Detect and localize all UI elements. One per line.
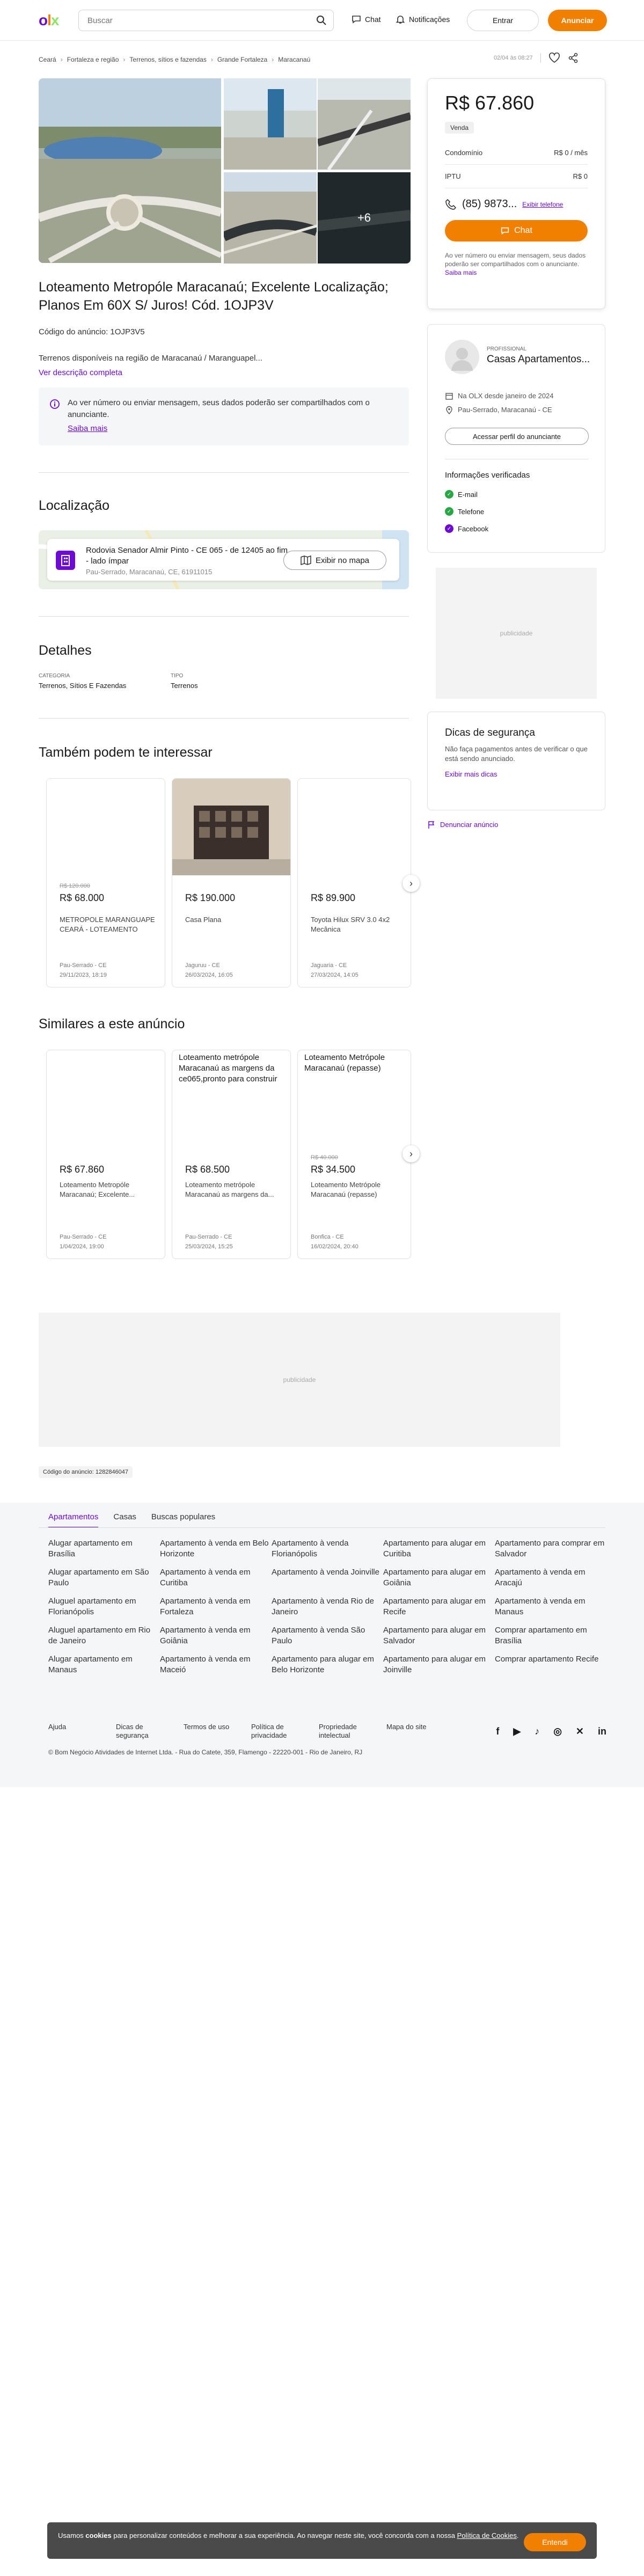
listing-name: Loteamento metrópole Maracanaú as margens da... (185, 1181, 274, 1198)
listing-image (47, 1050, 165, 1147)
building-icon (56, 551, 75, 570)
footer-bottom-link[interactable]: Mapa do site (386, 1723, 427, 1731)
advertisement-banner[interactable]: publicidade (39, 1313, 560, 1447)
cookie-policy-link[interactable]: Política de Cookies (457, 2531, 517, 2540)
related-card[interactable] (172, 778, 291, 987)
address-line: Rodovia Senador Almir Pinto - CE 065 - de 12405 ao fim - lado ímpar (86, 546, 288, 566)
location-pin-icon (445, 405, 453, 414)
gallery-thumbnail[interactable] (318, 172, 411, 264)
breadcrumb-item[interactable]: Grande Fortaleza (217, 56, 268, 63)
breadcrumb-item[interactable]: Fortaleza e região (67, 56, 119, 63)
seller-location: Pau-Serrado, Maracanaú - CE (445, 405, 552, 414)
address-card (47, 539, 399, 581)
listing-price: R$ 190.000 (185, 892, 236, 903)
footer-bottom-link[interactable]: Ajuda (48, 1723, 67, 1731)
similar-card[interactable] (172, 1050, 291, 1259)
related-card[interactable] (297, 778, 411, 987)
carousel-next-button[interactable] (402, 875, 420, 892)
listing-date: 1/04/2024, 19:00 (60, 1243, 104, 1250)
olx-logo[interactable]: olx (39, 12, 59, 28)
listing-name: Loteamento Metrópole Maracanaú (repasse) (311, 1181, 381, 1198)
footer-link[interactable]: Aluguel apartamento em Rio de Janeiro (48, 1626, 151, 1645)
footer-bottom-links (48, 1723, 436, 1740)
footer-link[interactable]: Comprar apartamento Recife (495, 1655, 599, 1664)
footer-link[interactable]: Comprar apartamento em Brasília (495, 1626, 587, 1645)
footer-bottom-link[interactable]: Política de privacidade (251, 1723, 287, 1739)
chat-button[interactable]: Chat (445, 220, 588, 241)
listing-place: Pau-Serrado - CE (185, 1234, 232, 1240)
card-title: Loteamento metrópole Maracanaú as margens da ce065,pronto para construir (179, 1053, 277, 1084)
gallery-thumbnail[interactable] (224, 78, 317, 170)
notifications-link[interactable]: Notificações (395, 14, 450, 25)
ad-code: Código do anúncio: 1OJP3V5 (39, 327, 145, 336)
chevron-right-icon: › (409, 877, 413, 889)
footer-link-grid (48, 1538, 606, 1675)
tiktok-icon[interactable]: ♪ (535, 1725, 540, 1737)
footer-link[interactable]: Apartamento à venda São Paulo (272, 1626, 365, 1645)
map-icon (301, 555, 311, 565)
header (0, 0, 644, 41)
chevron-right-icon: › (60, 56, 63, 63)
breadcrumb (39, 56, 310, 63)
instagram-icon[interactable]: ◎ (553, 1725, 562, 1737)
footer-link[interactable]: Apartamento para alugar em Joinville (383, 1655, 486, 1674)
photo-gallery (39, 78, 410, 263)
cookie-text: Usamos cookies para personalizar conteúdos e melhorar a sua experiência. Ao navegar neste site, você concorda com a nossa Política de Cookies. (58, 2531, 519, 2540)
card-title: Loteamento Metrópole Maracanaú (repasse) (304, 1053, 385, 1073)
listing-price: R$ 68.000 (60, 892, 105, 903)
category-value[interactable]: Terrenos, Sítios E Fazendas (39, 682, 127, 690)
old-price: R$ 120.000 (60, 883, 90, 889)
show-map-button[interactable]: Exibir no mapa (283, 551, 386, 570)
footer-link[interactable]: Apartamento à venda Florianópolis (272, 1539, 349, 1558)
divider (39, 472, 409, 473)
listing-price: R$ 89.900 (311, 892, 356, 903)
verified-phone: ✓ Telefone (445, 507, 484, 516)
login-button[interactable]: Entrar (467, 10, 539, 31)
safety-title: Dicas de segurança (445, 727, 535, 738)
divider (39, 1527, 605, 1528)
tab-apartamentos[interactable]: Apartamentos (48, 1512, 98, 1528)
footer-link[interactable]: Alugar apartamento em São Paulo (48, 1568, 149, 1587)
location-heading: Localização (39, 498, 110, 513)
breadcrumb-item[interactable]: Ceará (39, 56, 56, 63)
phone-row (445, 198, 588, 210)
footer-link[interactable]: Alugar apartamento em Brasília (48, 1539, 133, 1558)
posted-date: 02/04 às 08:27 (494, 55, 533, 61)
similar-card[interactable] (46, 1050, 165, 1259)
iptu-row: IPTU R$ 0 (445, 165, 588, 188)
professional-tag: PROFISSIONAL (487, 346, 526, 352)
youtube-icon[interactable]: ▶ (513, 1725, 521, 1737)
footer-bottom (48, 1723, 606, 1740)
listing-name: Loteamento Metropóle Maracanaú; Excelente... (60, 1181, 135, 1198)
social-links (496, 1726, 606, 1737)
footer-link[interactable]: Apartamento para alugar em Salvador (383, 1626, 486, 1645)
footer-link[interactable]: Apartamento à venda em Fortaleza (160, 1597, 251, 1616)
footer-link[interactable]: Aluguel apartamento em Florianópolis (48, 1597, 136, 1616)
category-label: CATEGORIA (39, 673, 70, 679)
listing-price: R$ 34.500 (311, 1164, 356, 1175)
copyright: © Bom Negócio Atividades de Internet Ltda. - Rua do Catete, 359, Flamengo - 22220-001 - Rio de Janeiro, RJ (48, 1748, 363, 1756)
data-sharing-warning (39, 387, 409, 445)
member-since: Na OLX desde janeiro de 2024 (445, 391, 554, 400)
listing-image (47, 779, 165, 875)
search-icon[interactable] (316, 15, 327, 26)
chevron-right-icon: › (409, 1148, 413, 1159)
seller-box (427, 324, 605, 553)
related-card[interactable] (46, 778, 165, 987)
old-price: R$ 40.000 (311, 1154, 338, 1161)
listing-image (298, 779, 411, 875)
facebook-icon[interactable]: f (496, 1725, 500, 1737)
see-full-description-link[interactable]: Ver descrição completa (39, 368, 122, 377)
ad-description: Terrenos disponíveis na região de Maracanaú / Maranguapel... (39, 354, 262, 363)
safety-tips-box (427, 712, 605, 810)
verified-heading: Informações verificadas (445, 471, 530, 480)
chevron-right-icon: › (272, 56, 274, 63)
phone-icon (445, 198, 457, 210)
details-heading: Detalhes (39, 643, 92, 658)
footer-link[interactable]: Apartamento à venda em Maceió (160, 1655, 251, 1674)
chat-icon (351, 14, 362, 25)
privacy-note: Ao ver número ou enviar mensagem, seus dados poderão ser compartilhados com o anunciante. Saiba mais (445, 251, 588, 277)
divider (39, 718, 409, 719)
calendar-icon (445, 391, 453, 400)
search-box[interactable] (78, 10, 334, 31)
heart-icon[interactable] (548, 53, 560, 63)
listing-date: 29/11/2023, 18:19 (60, 972, 107, 978)
listing-place: Pau-Serrado - CE (60, 962, 107, 969)
listing-date: 16/02/2024, 20:40 (311, 1243, 358, 1250)
footer-link[interactable]: Apartamento à venda em Goiânia (160, 1626, 251, 1645)
ad-title: Loteamento Metropóle Maracanaú; Excelente Localização; Planos Em 60X S/ Juros! Cód. 1OJP3V (39, 280, 389, 313)
show-phone-link[interactable]: Exibir telefone (522, 200, 564, 208)
verified-email: ✓ E-mail (445, 490, 478, 499)
footer-link[interactable]: Apartamento à venda Rio de Janeiro (272, 1597, 374, 1616)
footer-link[interactable]: Apartamento à venda em Curitiba (160, 1568, 251, 1587)
warning-text: Ao ver número ou enviar mensagem, seus dados poderão ser compartilhados com o anunciante. (68, 398, 370, 419)
similar-card[interactable] (297, 1050, 411, 1259)
listing-image (172, 779, 291, 875)
divider (39, 616, 409, 617)
footer-link[interactable]: Apartamento para comprar em Salvador (495, 1539, 605, 1558)
listing-price: R$ 67.860 (60, 1164, 105, 1175)
x-icon[interactable]: ✕ (575, 1725, 584, 1737)
chevron-right-icon: › (123, 56, 126, 63)
bell-icon (395, 14, 406, 25)
info-icon (49, 398, 60, 410)
more-tips-link[interactable]: Exibir mais dicas (445, 770, 497, 778)
gallery-thumbnail[interactable] (318, 78, 411, 170)
phone-number: (85) 9873... (462, 198, 517, 210)
footer-link[interactable]: Apartamento para alugar em Belo Horizonte (272, 1655, 374, 1674)
ad-code-footer: Código do anúncio: 1282846047 (39, 1466, 133, 1478)
footer-bottom-link[interactable]: Dicas de segurança (116, 1723, 149, 1739)
listing-place: Bonfica - CE (311, 1234, 344, 1240)
footer-tabs (48, 1512, 215, 1528)
gallery-thumbnail[interactable] (224, 172, 317, 264)
listing-place: Jaguaria - CE (311, 962, 347, 969)
safety-text: Não faça pagamentos antes de verificar o que está sendo anunciado. (445, 745, 588, 763)
breadcrumb-item[interactable]: Maracanaú (278, 56, 311, 63)
condo-row: Condomínio R$ 0 / mês (445, 141, 588, 165)
carousel-next-button[interactable] (402, 1145, 420, 1162)
footer-bottom-link[interactable]: Termos de uso (184, 1723, 230, 1731)
footer-link[interactable]: Apartamento à venda Joinville (272, 1568, 379, 1577)
chevron-right-icon: › (210, 56, 213, 63)
price-box (427, 78, 605, 309)
facebook-verified-icon: ✓ (445, 524, 453, 533)
footer-link[interactable]: Apartamento para alugar em Recife (383, 1597, 486, 1616)
accept-cookies-button[interactable]: Entendi (524, 2533, 586, 2551)
listing-date: 26/03/2024, 16:05 (185, 972, 233, 978)
listing-place: Pau-Serrado - CE (60, 1234, 107, 1240)
listing-date: 27/03/2024, 14:05 (311, 972, 358, 978)
listing-price: R$ 68.500 (185, 1164, 230, 1175)
cookie-banner (47, 2522, 597, 2559)
check-icon: ✓ (445, 507, 453, 516)
check-icon: ✓ (445, 490, 453, 499)
listing-date: 25/03/2024, 15:25 (185, 1243, 233, 1250)
seller-name[interactable]: Casas Apartamentos... (487, 354, 590, 365)
report-ad-link[interactable]: Denunciar anúncio (427, 820, 498, 829)
more-photos-count[interactable]: +6 (318, 172, 411, 264)
advertise-button[interactable]: Anunciar (548, 10, 607, 31)
type-value: Terrenos (171, 682, 198, 690)
sale-badge: Venda (445, 122, 474, 134)
learn-more-link[interactable]: Saiba mais (445, 269, 477, 276)
ad-actions (494, 53, 579, 63)
footer-link[interactable]: Apartamento para alugar em Goiânia (383, 1568, 486, 1587)
footer-bottom-link[interactable]: Propriedade intelectual (319, 1723, 357, 1739)
share-icon[interactable] (568, 53, 579, 63)
flag-icon (427, 820, 436, 829)
footer-link[interactable]: Apartamento à venda em Belo Horizonte (160, 1539, 269, 1558)
listing-place: Jaguruu - CE (185, 962, 220, 969)
seller-profile-button[interactable]: Acessar perfil do anunciante (445, 428, 589, 445)
related-heading: Também podem te interessar (39, 745, 213, 760)
type-label: TIPO (171, 673, 184, 679)
footer (0, 1503, 644, 1787)
main-photo[interactable] (39, 78, 221, 263)
tab-casas[interactable]: Casas (113, 1512, 136, 1521)
search-input[interactable] (87, 10, 310, 31)
price: R$ 67.860 (445, 92, 535, 114)
footer-link[interactable]: Apartamento à venda em Manaus (495, 1597, 586, 1616)
footer-link[interactable]: Alugar apartamento em Manaus (48, 1655, 133, 1674)
location-map (39, 530, 409, 589)
breadcrumb-item[interactable]: Terrenos, sítios e fazendas (129, 56, 207, 63)
avatar[interactable] (445, 340, 479, 374)
chat-link[interactable]: Chat (351, 14, 381, 25)
footer-link[interactable]: Apartamento à venda em Aracajú (495, 1568, 586, 1587)
tab-buscas-populares[interactable]: Buscas populares (151, 1512, 216, 1521)
linkedin-icon[interactable]: in (598, 1725, 606, 1737)
listing-name: METROPOLE MARANGUAPE CEARÁ - LOTEAMENTO (60, 916, 155, 933)
listing-name: Toyota Hilux SRV 3.0 4x2 Mecânica (311, 916, 390, 933)
listing-name: Casa Plana (185, 916, 222, 924)
similar-heading: Similares a este anúncio (39, 1016, 185, 1031)
verified-facebook: ✓ Facebook (445, 524, 488, 533)
address-city: Pau-Serrado, Maracanaú, CE, 61911015 (86, 568, 213, 576)
learn-more-link[interactable]: Saiba mais (68, 424, 108, 433)
chat-icon (500, 226, 510, 236)
footer-link[interactable]: Apartamento para alugar em Curitiba (383, 1539, 486, 1558)
advertisement-side[interactable]: publicidade (436, 568, 597, 699)
